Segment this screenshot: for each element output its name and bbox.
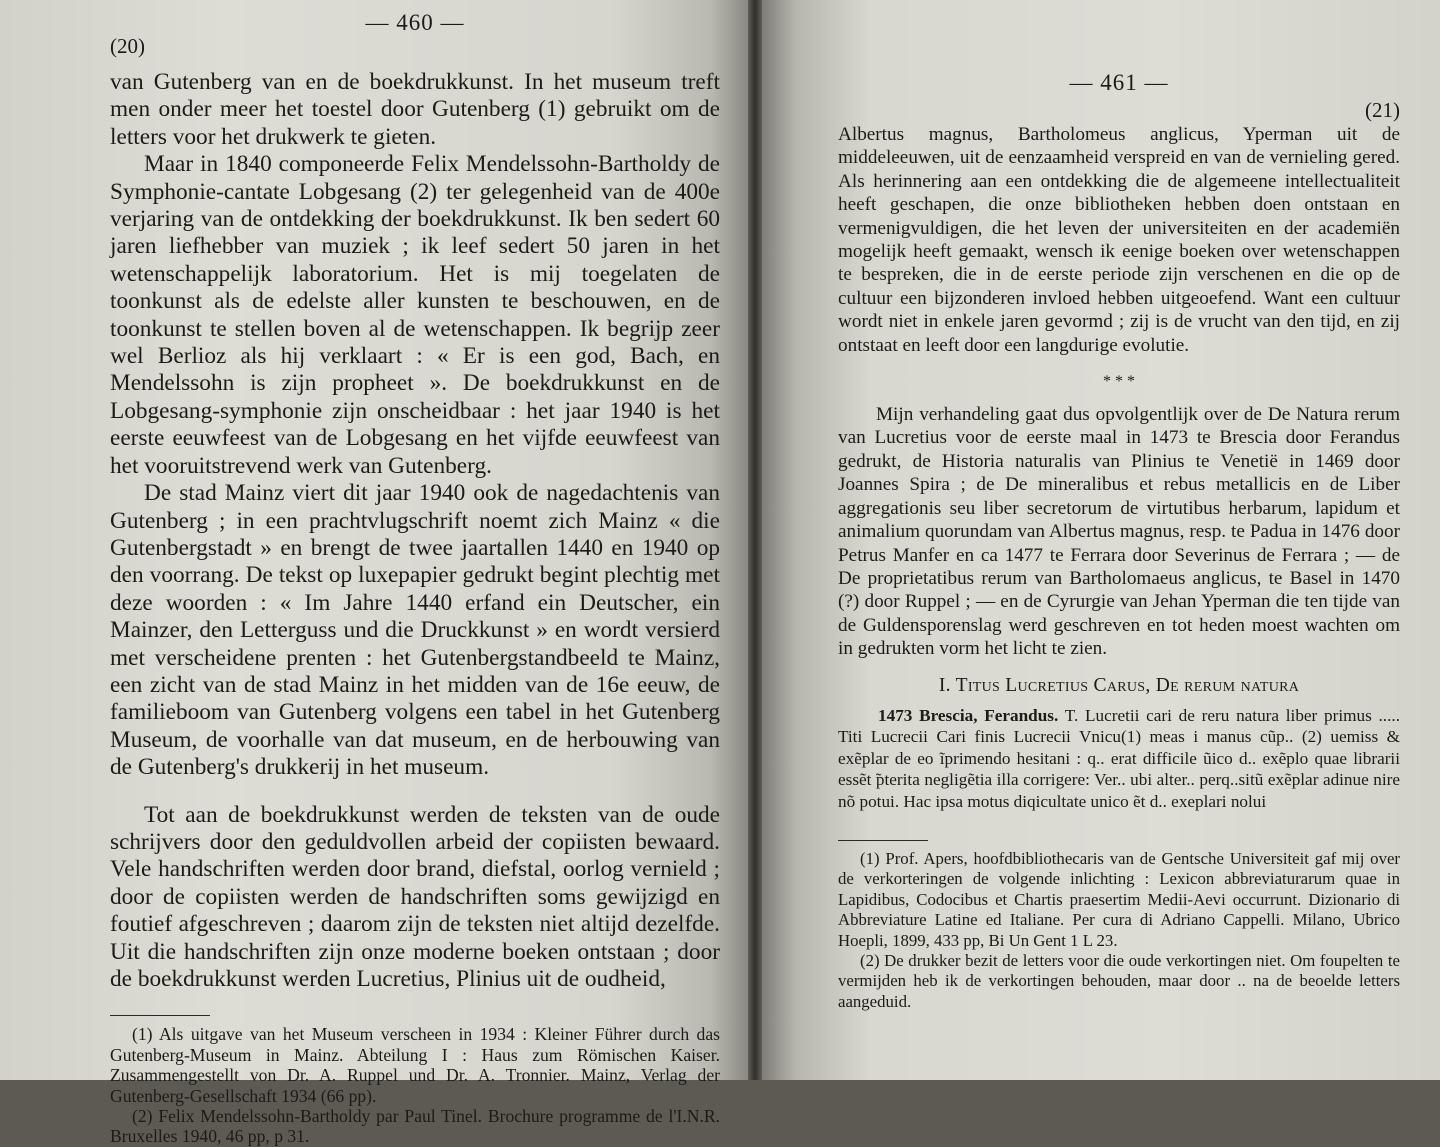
footnote: (1) Als uitgave van het Museum verscheen in 1934 : Kleiner Führer durch das Gutenberg-Museum in Mainz. Abteilung I : Haus zum Römischen Kaiser. Zusammengestellt von Dr. A. Ruppel und Dr. A. Tronnier. Mainz, Verlag der Gutenberg-Gesellschaft 1934 (66 pp). xyxy=(110,1024,720,1106)
footnote: (1) Prof. Apers, hoofdbibliothecaris van de Gentsche Universiteit gaf mij over de verkorteringen de volgende inlichting : Lexicon abbreviaturarum quae in Lapidibus, Codocibus et Chartis praesertim Medii-Aevi occurrunt. Dizionario di Abbreviature Latine ed Italiane. Per cura di Adriano Cappelli. Milano, Ubrico Hoepli, 1899, 433 pp, Bi Un Gent 1 L 23. xyxy=(838,849,1400,950)
footnote: (2) De drukker bezit de letters voor die oude verkortingen niet. Om foupelten te vermijden heb ik de verkortingen behouden, maar door .. na de beoelde letters aangeduid. xyxy=(838,951,1400,1011)
footnote-rule xyxy=(110,1015,210,1016)
body-paragraph: van Gutenberg van en de boekdrukkunst. In het museum treft men onder meer het toestel door Gutenberg (1) gebruikt om de letters voor het drukwerk te gieten. xyxy=(110,69,720,150)
section-break: * * * xyxy=(1103,373,1135,391)
signature-mark: (21) xyxy=(1365,98,1400,122)
body-paragraph: De stad Mainz viert dit jaar 1940 ook de nagedachtenis van Gutenberg ; in een prachtvlugschrift noemt zich Mainz « die Gutenbergstadt » en brengt de twee jaartallen 1440 en 1940 op den voorrang. De tekst op luxepapier gedrukt begint plechtig met deze woorden : « Im Jahre 1440 erfand ein Deutscher, ein Mainzer, den Letterguss und die Druckkunst » en wordt versierd met verscheidene prenten : het Gutenbergstandbeeld te Mainz, een zicht van de stad Mainz in het midden van de 16e eeuw, de familieboom van Gutenberg volgens een tabel in het Gutenberg Museum, de voorhalle van dat museum, en de herbouwing van de Gutenberg's drukkerij in het museum. xyxy=(110,480,720,781)
footnote-rule xyxy=(838,840,928,841)
body-paragraph: Maar in 1840 componeerde Felix Mendelssohn-Bartholdy de Symphonie-cantate Lobgesang (2) ter gelegenheid van de 400e verjaring van de ontdekking der boekdrukkunst. Ik ben sedert 60 jaren liefhebber van muziek ; ik leef sedert 50 jaren in het wetenschappelijk laboratorium. Het is mij toegelaten de toonkunst als de edelste aller kunsten te beschouwen, en de toonkunst te stellen boven al de wetenschappen. Ik begrijp zeer wel Berlioz als hij verklaart : « Er is een god, Bach, en Mendelssohn is zijn propheet ». De boekdrukkunst en de Lobgesang-symphonie zijn onscheidbaar : het jaar 1940 is het eerste eeuwfeest van de Lobgesang en het vijfde eeuwfeest van het vooruitstrevend werk van Gutenberg. xyxy=(110,151,720,479)
body-paragraph: Tot aan de boekdrukkunst werden de teksten van de oude schrijvers door den geduldvollen arbeid der copiisten bewaard. Vele handschriften werden door brand, diefstal, oorlog vernield ; door de copiisten werden de handschriften soms gewijzigd en foutief afgeschreven ; daarom zijn de teksten niet altijd dezelfde. Uit die handschriften zijn onze moderne boeken ontstaan ; door de boekdrukkunst werden Lucretius, Plinius uit de oudheid, xyxy=(110,801,720,992)
entry-lead: 1473 Brescia, Ferandus. xyxy=(878,705,1059,725)
bibliographic-entry xyxy=(838,705,1400,813)
book-gutter xyxy=(748,0,762,1080)
section-heading: I. Titus Lucretius Carus, De rerum natura xyxy=(938,674,1300,696)
signature-mark: (20) xyxy=(110,34,145,58)
body-paragraph: Albertus magnus, Bartholomeus anglicus, Yperman uit de middeleeuwen, uit de eenzaamheid verspreid en van de vernieling gered. Als herinnering aan een ontdekking die de algemeene intellectualiteit heeft geschapen, die onze bibliotheken hebben doen ontstaan en vermenigvuldigen, die het leven der universiteiten en der academiën mogelijk heeft gemaakt, wensch ik eenige boeken over wetenschappen te bespreken, die in de eerste periode zijn verschenen en die op de cultuur een bijzonderen invloed hebben uitgeoefend. Want een cultuur wordt niet in enkele jaren gevormd ; zij is de vrucht van den tijd, en zij ontstaat en leeft door een langdurige evolutie. xyxy=(838,124,1400,356)
body-paragraph: Mijn verhandeling gaat dus opvolgentlijk over de De Natura rerum van Lucretius voor de eerste maal in 1473 te Brescia door Ferandus gedrukt, de Historia naturalis van Plinius te Venetië in 1469 door Joannes Spira ; de De mineralibus et rebus metallicis en de Liber aggregationis seu liber secretorum de virtutibus herbarum, lapidum et animalium quorundam van Albertus magnus, resp. te Padua in 1476 door Petrus Manfer en ca 1477 te Ferrara door Severinus de Ferrara ; — de De proprietatibus rerum van Bartholomaeus anglicus, te Basel in 1470 (?) door Ruppel ; — en de Cyrurgie van Jehan Yperman die ten tijde van de Guldensporenslag werd geschreven en tot heden moest wachten om in gedrukten vorm het licht te zien. xyxy=(838,404,1400,660)
footnote: (2) Felix Mendelssohn-Bartholdy par Paul Tinel. Brochure programme de l'I.N.R. Bruxelles 1940, 46 pp, p 31. xyxy=(110,1106,720,1147)
page-number: — 461 — xyxy=(1069,70,1169,95)
page-number: — 460 — xyxy=(365,10,465,35)
right-page xyxy=(762,0,1440,1080)
entry-text: T. Lucretii cari de reru natura liber primus ..... Titi Lucrecii Cari finis Lucrecii Vnicu(1) meas i manus cũp.. (2) uemiss & exẽplar de eo ĩprimendo hesitani : q.. erat difficile ũico d.. exẽplo quae librarii essẽt ̃pterita negligẽtia illa corrigere: Ver.. ubi alter.. perq..sitũ exẽplar adinue nire nõ potui. Hac ipsa motus diqicultate unico ẽt d.. exeplari nolui xyxy=(838,705,1400,811)
